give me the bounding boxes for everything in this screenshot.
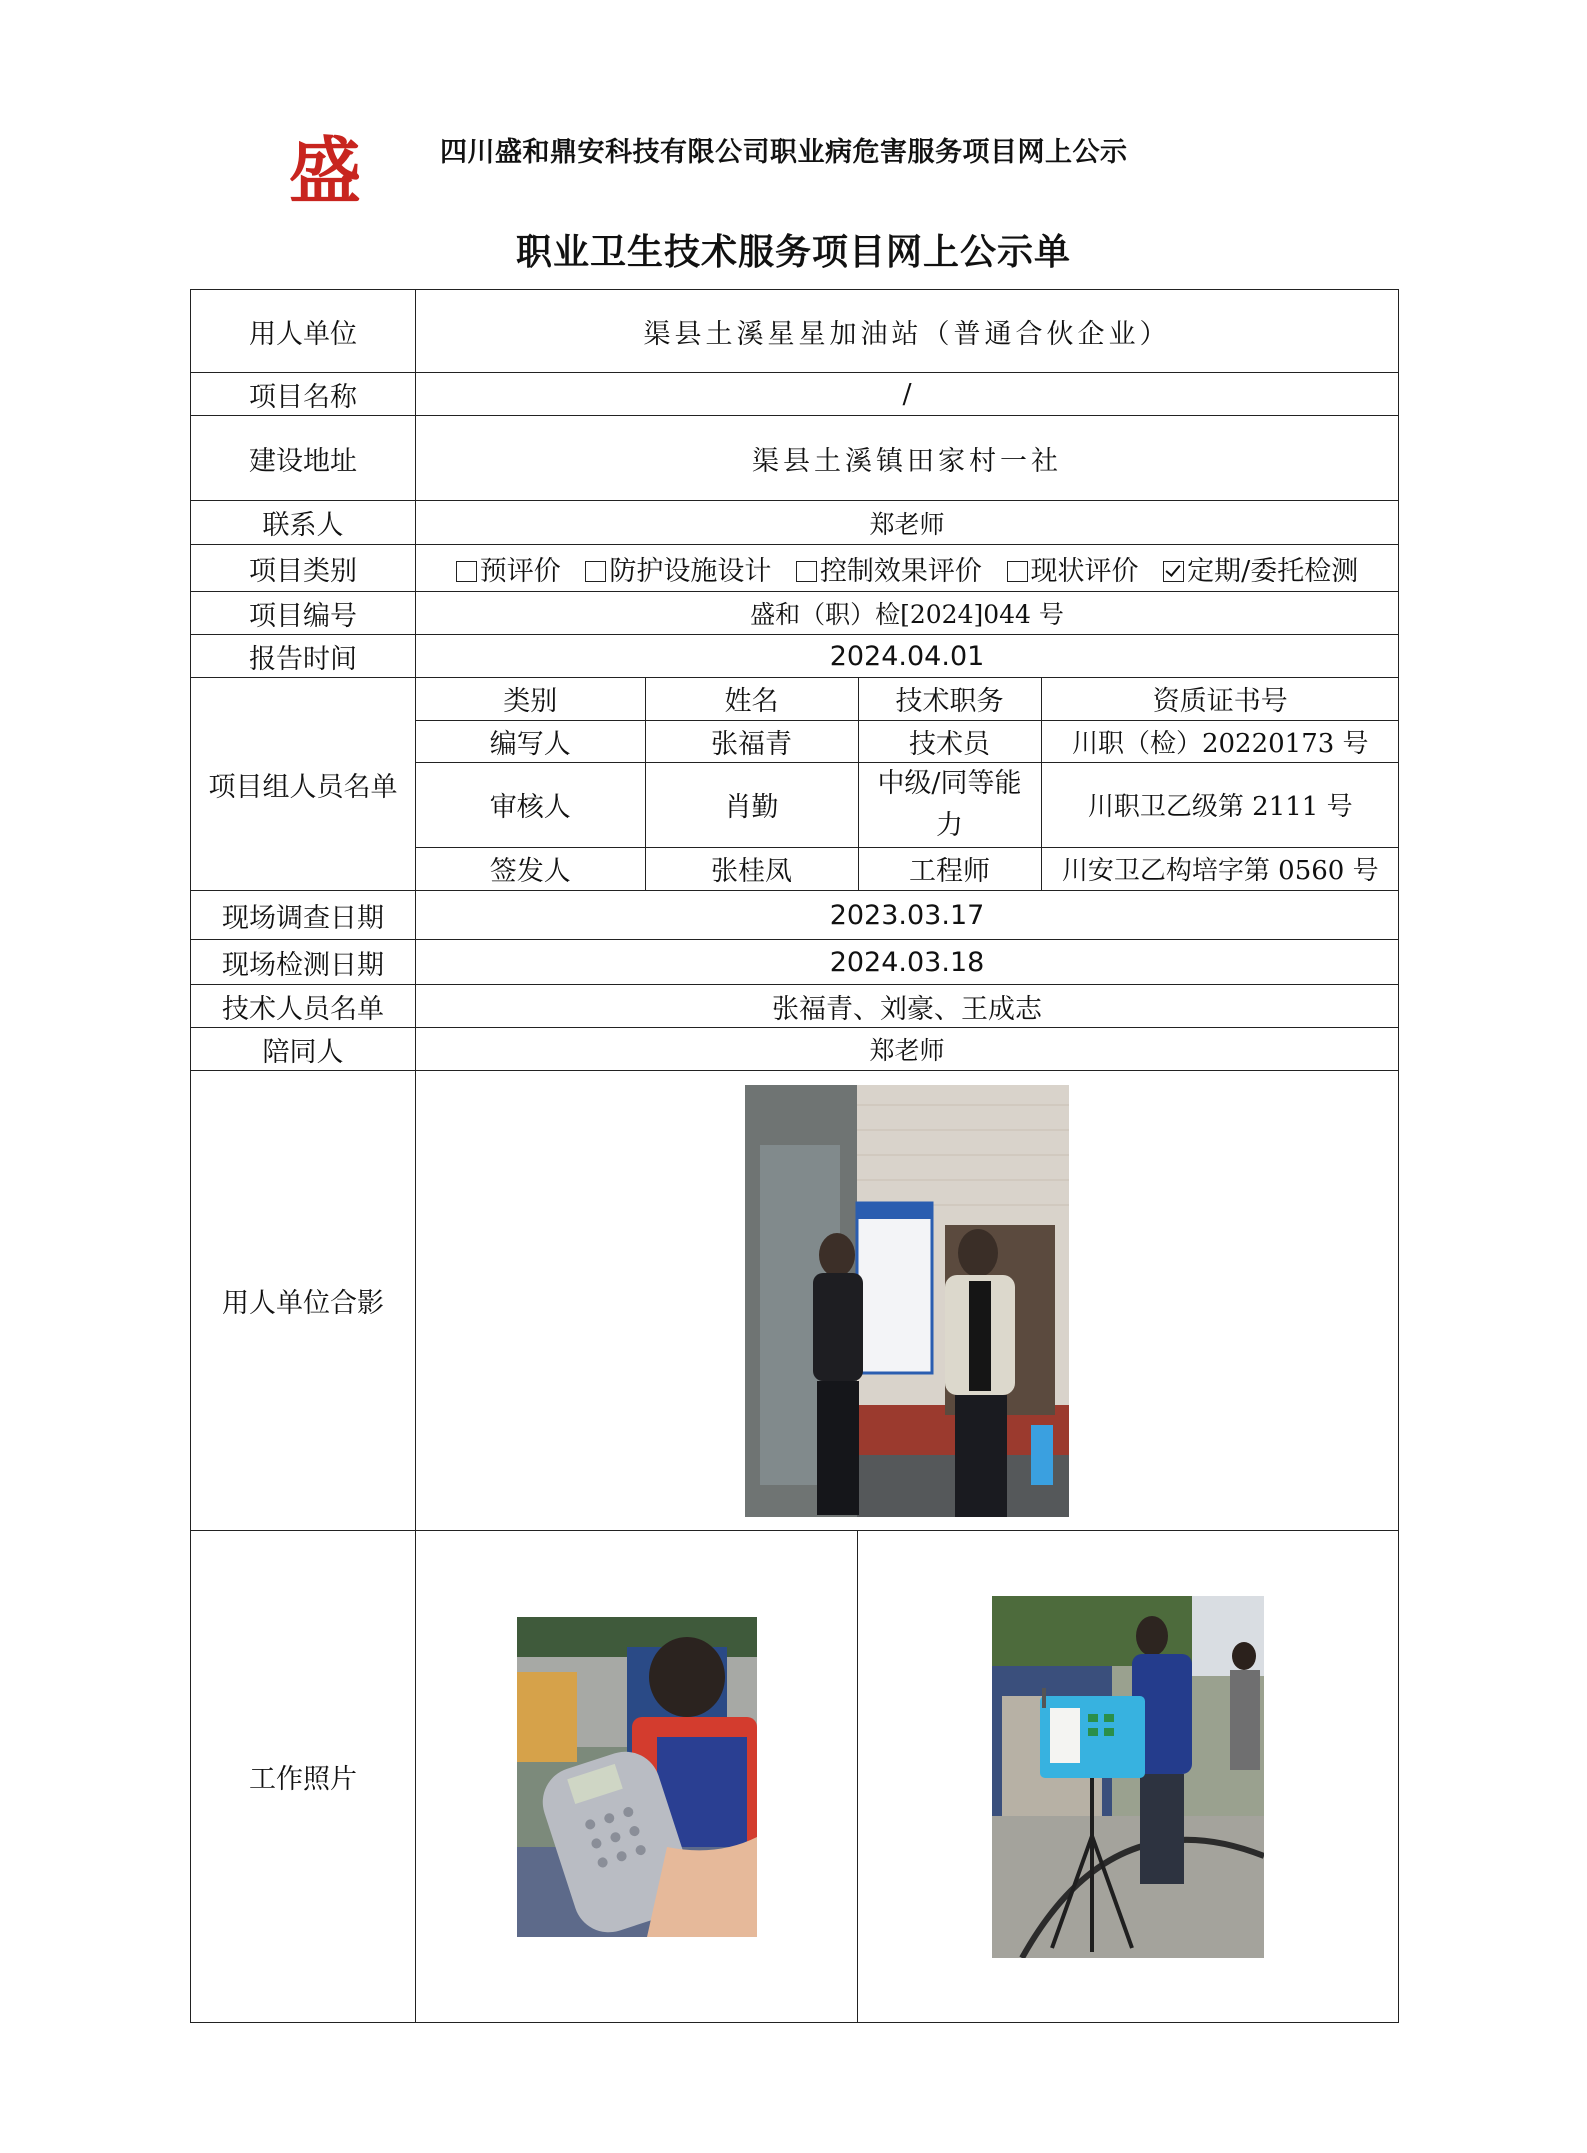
team-label: 项目组人员名单: [191, 678, 416, 891]
team-row: [416, 847, 1399, 890]
project-no-value: 盛和（职）检[2024]044 号: [416, 592, 1399, 635]
category-option[interactable]: 定期/委托检测: [1163, 556, 1358, 587]
test-date-value: 2024.03.18: [416, 940, 1399, 985]
row-companion: [191, 1028, 1399, 1071]
survey-date-label: 现场调查日期: [191, 891, 416, 940]
team-cell: [416, 678, 1399, 891]
team-header-row: [416, 678, 1399, 720]
survey-date-value: 2023.03.17: [416, 891, 1399, 940]
employer-value: 渠县土溪星星加油站（普通合伙企业）: [416, 290, 1399, 373]
employer-label: 用人单位: [191, 290, 416, 373]
checkbox-checked-icon[interactable]: [1163, 561, 1184, 582]
noise-meter-photo: [517, 1617, 757, 1937]
companion-label: 陪同人: [191, 1028, 416, 1071]
team-role: 签发人: [416, 847, 645, 890]
companion-value: 郑老师: [416, 1028, 1399, 1071]
address-value: 渠县土溪镇田家村一社: [416, 416, 1399, 501]
report-time-value: 2024.04.01: [416, 635, 1399, 678]
category-option[interactable]: 预评价: [456, 556, 561, 587]
svg-text:盛: 盛: [288, 128, 362, 210]
team-title: 技术员: [858, 720, 1041, 762]
project-no-label: 项目编号: [191, 592, 416, 635]
project-name-value: /: [416, 373, 1399, 416]
row-report-time: [191, 635, 1399, 678]
team-name: 张桂凤: [645, 847, 858, 890]
team-role: 编写人: [416, 720, 645, 762]
team-cert: 川职卫乙级第 2111 号: [1041, 762, 1399, 847]
company-logo: [287, 128, 363, 210]
checkbox-icon[interactable]: [456, 561, 477, 582]
team-header: 姓名: [645, 678, 858, 720]
notice-form: [190, 289, 1399, 2023]
project-name-label: 项目名称: [191, 373, 416, 416]
row-work-photos: [191, 1531, 1399, 2023]
work-photo-cell-2: [858, 1531, 1399, 2023]
tech-staff-value: 张福青、刘豪、王成志: [416, 985, 1399, 1028]
row-project-no: [191, 592, 1399, 635]
page-title: 职业卫生技术服务项目网上公示单: [515, 231, 1071, 273]
row-tech-staff: [191, 985, 1399, 1028]
category-option[interactable]: 现状评价: [1007, 556, 1139, 587]
team-name: 肖勤: [645, 762, 858, 847]
category-option[interactable]: 控制效果评价: [796, 556, 982, 587]
work-photos-label: 工作照片: [191, 1531, 416, 2023]
team-cert: 川职（检）20220173 号: [1041, 720, 1399, 762]
tech-staff-label: 技术人员名单: [191, 985, 416, 1028]
team-title: 工程师: [858, 847, 1041, 890]
category-options: [416, 545, 1399, 592]
group-photo-label: 用人单位合影: [191, 1071, 416, 1531]
team-header: 类别: [416, 678, 645, 720]
team-row: [416, 720, 1399, 762]
team-cert: 川安卫乙构培字第 0560 号: [1041, 847, 1399, 890]
row-test-date: [191, 940, 1399, 985]
category-option[interactable]: 防护设施设计: [585, 556, 771, 587]
air-sampler-photo: [992, 1596, 1264, 1958]
row-survey-date: [191, 891, 1399, 940]
row-contact: [191, 501, 1399, 545]
group-photo-cell: [416, 1071, 1399, 1531]
team-table: [416, 678, 1399, 890]
address-label: 建设地址: [191, 416, 416, 501]
checkbox-icon[interactable]: [585, 561, 606, 582]
contact-value: 郑老师: [416, 501, 1399, 545]
row-group-photo: [191, 1071, 1399, 1531]
row-address: [191, 416, 1399, 501]
team-role: 审核人: [416, 762, 645, 847]
row-category: [191, 545, 1399, 592]
report-time-label: 报告时间: [191, 635, 416, 678]
row-project-name: [191, 373, 1399, 416]
team-title: 中级/同等能力: [858, 762, 1041, 847]
group-photo-image: [745, 1085, 1069, 1517]
test-date-label: 现场检测日期: [191, 940, 416, 985]
team-header: 资质证书号: [1041, 678, 1399, 720]
company-notice-title: 四川盛和鼎安科技有限公司职业病危害服务项目网上公示: [440, 137, 1128, 168]
contact-label: 联系人: [191, 501, 416, 545]
team-header: 技术职务: [858, 678, 1041, 720]
work-photo-cell-1: [416, 1531, 858, 2023]
row-employer: [191, 290, 1399, 373]
team-row: [416, 762, 1399, 847]
team-name: 张福青: [645, 720, 858, 762]
category-label: 项目类别: [191, 545, 416, 592]
row-team: [191, 678, 1399, 891]
checkbox-icon[interactable]: [796, 561, 817, 582]
checkbox-icon[interactable]: [1007, 561, 1028, 582]
